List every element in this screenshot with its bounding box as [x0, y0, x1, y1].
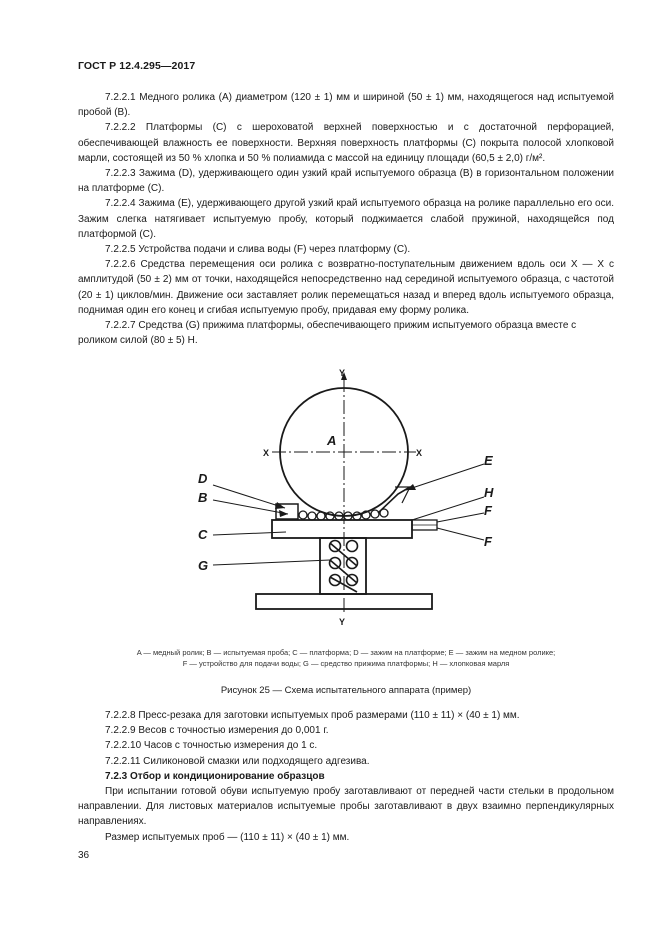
section-heading-7-2-3: 7.2.3 Отбор и кондиционирование образцов	[105, 770, 325, 782]
paragraphs-bottom	[78, 708, 614, 845]
paragraph-7-2-2-4: 7.2.2.4 Зажима (E), удерживающего другой узкий край испытуемого образца на ролике параллельно его оси. Зажим слегка натягивает испытуемую пробу, который поджимается слабой пружиной, находящейся под платформой (C).	[78, 198, 614, 240]
document-header: ГОСТ Р 12.4.295—2017	[78, 60, 196, 72]
paragraph-7-2-2-8: 7.2.2.8 Пресс-резака для заготовки испытуемых проб размерами (110 ± 11) × (40 ± 1) мм.	[105, 710, 520, 721]
press-column	[320, 538, 366, 594]
figure-legend	[78, 647, 614, 669]
legend-line-1: A — медный ролик; B — испытуемая проба; C — платформа; D — зажим на платформе; E — зажим на медном ролике;	[136, 648, 556, 657]
label-e: E	[484, 453, 493, 468]
paragraph-7-2-2-6: 7.2.2.6 Средства перемещения оси ролика с возвратно-поступательным движением вдоль оси X — X с амплитудой (50 ± 2) мм от точки, находящейся непосредственно над серединой испытуемого образца, с частотой (20 ± 1) циклов/мин. Движение оси заставляет ролик перемещаться назад и вперед вдоль испытуемого образца, поднимая один его конец и сгибая испытуемую пробу, придавая ему форму ролика.	[78, 259, 614, 316]
label-y-bottom: Y	[339, 617, 346, 627]
label-f-1: F	[484, 503, 492, 518]
label-h: H	[484, 485, 494, 500]
label-y-top: Y	[339, 368, 346, 378]
label-g: G	[198, 558, 209, 573]
legend-line-2: F — устройство для подачи воды; G — средство прижима платформы; H — хлопковая марля	[182, 659, 510, 668]
paragraph-7-2-2-1: 7.2.2.1 Медного ролика (A) диаметром (120 ± 1) мм и шириной (50 ± 1) мм, находящегося над испытуемой пробой (B).	[78, 92, 614, 119]
label-b: B	[198, 490, 208, 505]
page-number: 36	[78, 850, 90, 861]
paragraph-7-2-2-9: 7.2.2.9 Весов с точностью измерения до 0,001 г.	[105, 725, 329, 737]
label-x-right: X	[416, 448, 423, 458]
paragraph-7-2-2-5: 7.2.2.5 Устройства подачи и слива воды (F) через платформу (C).	[105, 244, 411, 256]
paragraph-sample-size: Размер испытуемых проб — (110 ± 11) × (40 ± 1) мм.	[105, 831, 350, 843]
paragraph-7-2-2-10: 7.2.2.10 Часов с точностью измерения до 1 с.	[105, 740, 318, 752]
label-f-2: F	[484, 534, 492, 549]
paragraph-7-2-2-2: 7.2.2.2 Платформы (C) с шероховатой верхней поверхностью и с достаточной перфорацией, обеспечивающей влажность ее поверхности. Верхняя поверхность платформы (C) покрыта полосой хлопковой марли, состоящей из 50 % хлопка и 50 % полиамида с массой на единицу площади (60,5 ± 2,0) г/м².	[78, 122, 614, 164]
label-c: C	[198, 527, 208, 542]
paragraph-7-2-2-7: 7.2.2.7 Средства (G) прижима платформы, обеспечивающего прижим испытуемого образца вместе с роликом силой (80 ± 5) Н.	[78, 320, 577, 347]
paragraph-sampling: При испытании готовой обуви испытуемую пробу заготавливают от передней части стельки в продольном направлении. Для листовых материалов испытуемые пробы заготавливают в двух взаимно перпендикулярных направлениях.	[78, 786, 614, 828]
label-a: A	[327, 433, 337, 448]
figure-labels	[198, 368, 494, 627]
label-x-left: X	[263, 448, 270, 458]
figure-caption: Рисунок 25 — Схема испытательного аппарата (пример)	[220, 685, 472, 696]
paragraph-7-2-2-3: 7.2.2.3 Зажима (D), удерживающего один узкий край испытуемого образца (B) в горизонтальном положении на платформе (C).	[78, 168, 614, 195]
paragraph-7-2-2-11: 7.2.2.11 Силиконовой смазки или подходящего адгезива.	[105, 755, 370, 767]
label-d: D	[198, 471, 208, 486]
platform-c	[272, 520, 412, 538]
